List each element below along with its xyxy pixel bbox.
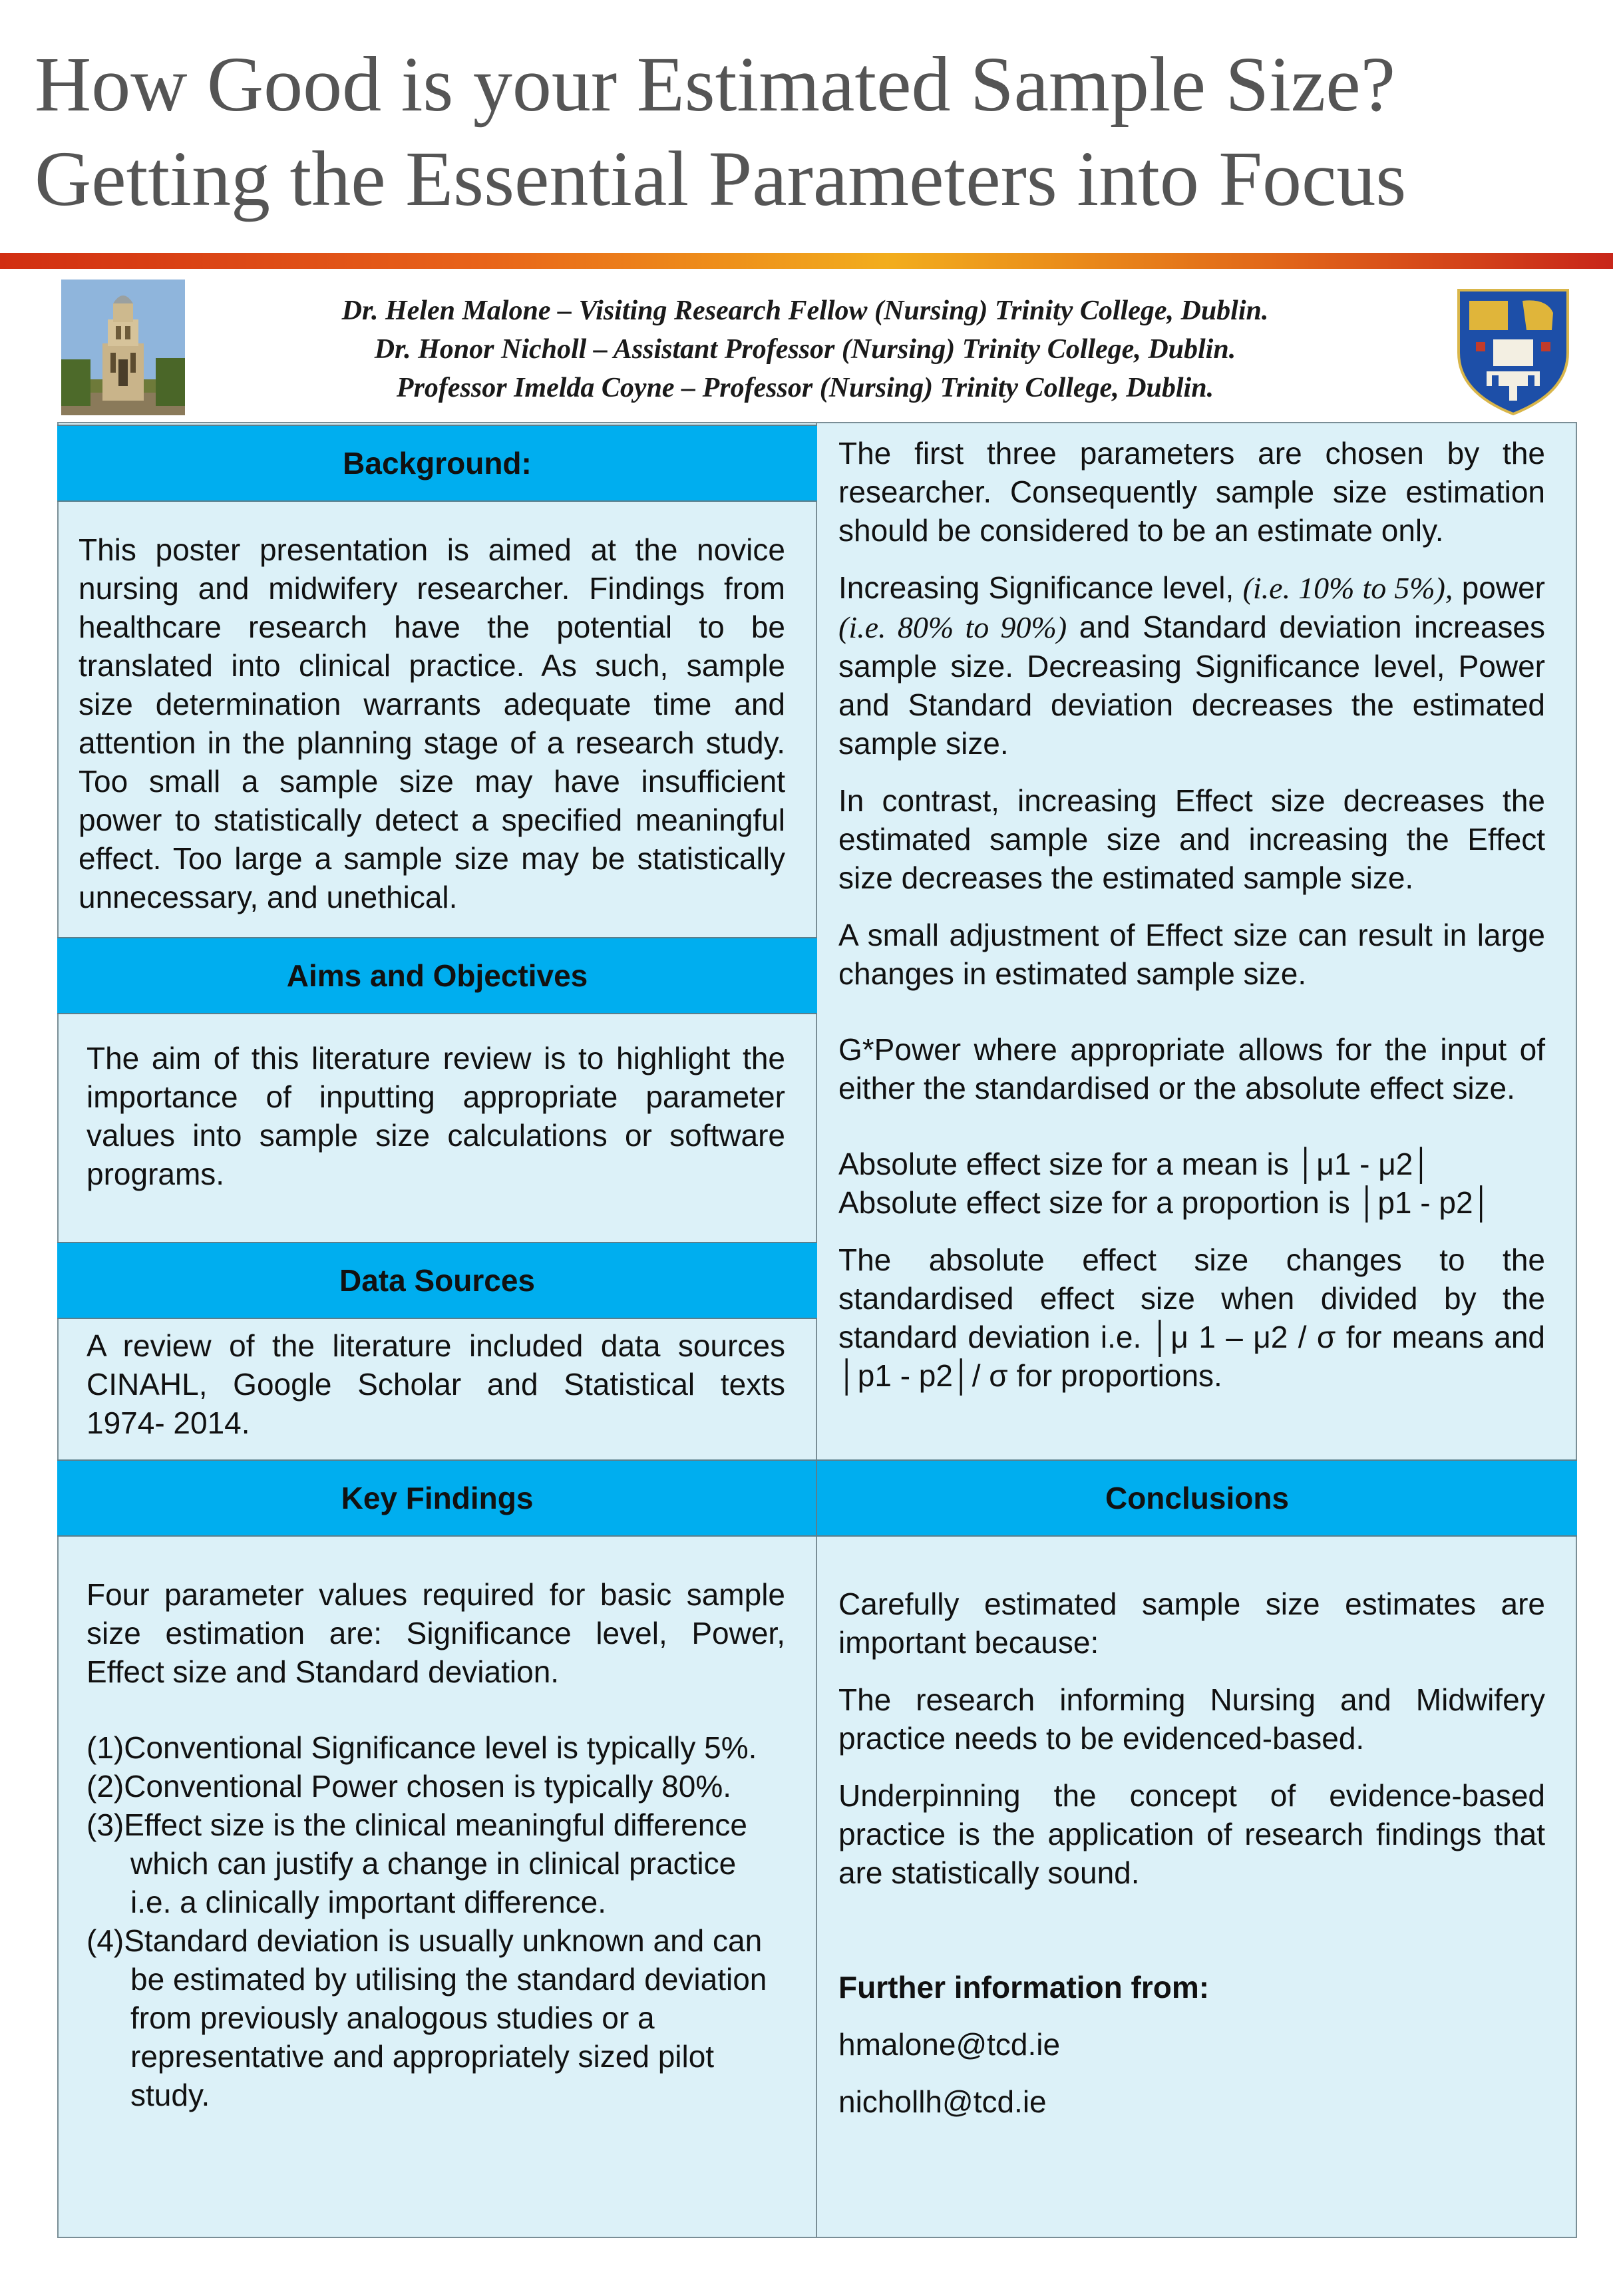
finding-3: (3)Effect size is the clinical meaningful difference which can justify a change in clinical practice i.e. a clinically important difference. [87, 1808, 747, 1919]
parameters-paragraph-3: In contrast, increasing Effect size decreases the estimated sample size and increasing the Effect size decreases the estimated sample size. [838, 783, 1545, 895]
campanile-photo [61, 280, 185, 415]
conclusions-paragraph-2: The research informing Nursing and Midwifery practice needs to be evidenced-based. [838, 1682, 1545, 1756]
p2-part-e: and Standard deviation increases sample size. Decreasing Significance level, Power and Standard deviation decreases the estimated sample size. [838, 610, 1545, 761]
p2-part-c: power [1453, 570, 1545, 605]
conclusions-paragraph-1: Carefully estimated sample size estimates are important because: [838, 1587, 1545, 1660]
finding-4: (4)Standard deviation is usually unknown and can be estimated by utilising the standard deviation from previously analogous studies or a representative and appropriately sized pilot study. [87, 1923, 767, 2112]
conclusions-paragraph-3: Underpinning the concept of evidence-based practice is the application of research findings that are statistically sound. [838, 1778, 1545, 1890]
author-1: Dr. Helen Malone – Visiting Research Fellow (Nursing) Trinity College, Dublin. [341, 295, 1269, 326]
data-sources-paragraph: A review of the literature included data sources CINAHL, Google Scholar and Statistical texts 1974- 2014. [87, 1328, 785, 1440]
email-nichollh[interactable]: nichollh@tcd.ie [838, 2084, 1047, 2119]
key-findings-intro: Four parameter values required for basic sample size estimation are: Significance level, Power, Effect size and Standard deviation. [87, 1577, 785, 1689]
poster-title-line-1: How Good is your Estimated Sample Size? [35, 41, 1396, 128]
p2-part-d: (i.e. 80% to 90%) [838, 610, 1067, 644]
finding-2: (2)Conventional Power chosen is typically 80%. [87, 1769, 732, 1804]
background-heading: Background: [57, 425, 817, 502]
aims-text [87, 1039, 785, 1193]
title-divider [0, 253, 1613, 269]
conclusions-heading: Conclusions [816, 1459, 1577, 1537]
aims-paragraph: The aim of this literature review is to highlight the importance of inputting appropriate parameter values into sample size calculations or software programs. [87, 1041, 785, 1191]
absolute-effect-proportion: Absolute effect size for a proportion is │p1 - p2│ [838, 1185, 1493, 1220]
finding-1: (1)Conventional Significance level is typically 5%. [87, 1730, 757, 1765]
data-sources-text [87, 1326, 785, 1442]
parameters-discussion [838, 434, 1545, 1395]
p2-part-b: (i.e. 10% to 5%), [1242, 571, 1453, 605]
key-findings-heading: Key Findings [57, 1459, 817, 1537]
key-findings-text [87, 1575, 785, 2114]
further-info-label: Further information from: [838, 1970, 1210, 2005]
parameters-paragraph-5: G*Power where appropriate allows for the input of either the standardised or the absolute effect size. [838, 1032, 1545, 1105]
parameters-paragraph-7: The absolute effect size changes to the standardised effect size when divided by the standard deviation i.e. │μ 1 – μ2 / σ for means and │p1 - p2│/ σ for proportions. [838, 1243, 1545, 1393]
conclusions-text [838, 1585, 1545, 2121]
poster-title [35, 37, 1585, 226]
email-hmalone[interactable]: hmalone@tcd.ie [838, 2027, 1061, 2062]
poster-title-line-2: Getting the Essential Parameters into Focus [35, 135, 1407, 222]
background-paragraph: This poster presentation is aimed at the novice nursing and midwifery researcher. Findings from healthcare research have the potential to be translated into clinical practice. As such, sample size determination warrants adequate time and attention in the planning stage of a research study. Too small a sample size may have insufficient power to statistically detect a specified meaningful effect. Too large a sample size may be statistically unnecessary, and unethical. [79, 532, 785, 914]
background-text [79, 530, 785, 916]
parameters-paragraph-2 [838, 568, 1545, 763]
trinity-college-crest [1453, 286, 1573, 417]
p2-part-a: Increasing Significance level, [838, 570, 1243, 605]
data-sources-heading: Data Sources [57, 1242, 817, 1319]
author-2: Dr. Honor Nicholl – Assistant Professor (Nursing) Trinity College, Dublin. [374, 334, 1236, 365]
parameters-paragraph-1: The first three parameters are chosen by the researcher. Consequently sample size estimation should be considered to be an estimate only. [838, 436, 1545, 548]
aims-heading: Aims and Objectives [57, 937, 817, 1014]
parameters-paragraph-4: A small adjustment of Effect size can result in large changes in estimated sample size. [838, 918, 1545, 991]
author-list [200, 291, 1411, 407]
author-3: Professor Imelda Coyne – Professor (Nursing) Trinity College, Dublin. [396, 373, 1214, 403]
absolute-effect-mean: Absolute effect size for a mean is │μ1 - μ2│ [838, 1147, 1433, 1181]
